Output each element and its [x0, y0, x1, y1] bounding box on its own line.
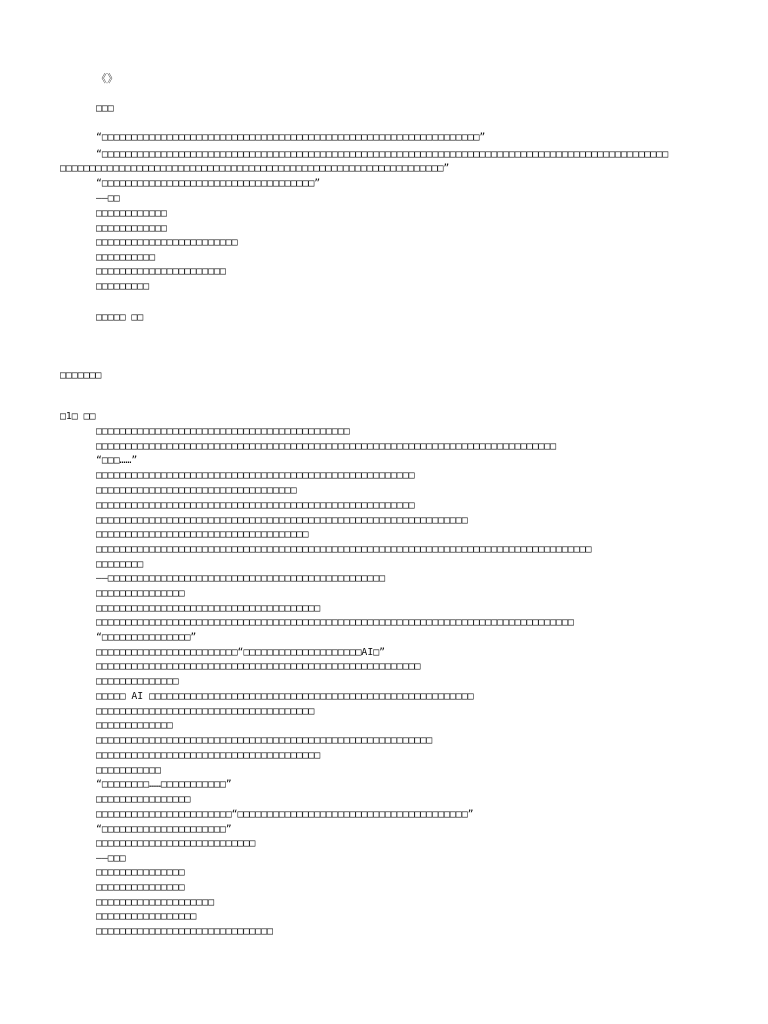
- body-line: □□□□□□□□□□□□□□□□□□□□□□□□□□□□□□□□□□□□□□□□□□□: [96, 426, 350, 437]
- preface-line: □□□□□□□□□□□□□□□□□□□□□□□□□□□□□□□□□□□□□□□□□□□□□□□□□□□□□□□□□□□□□□□□□”: [60, 163, 450, 174]
- author-line: □□□: [96, 103, 114, 114]
- body-line: □□□□□□□□□□□□□□□□□□□□□□□□□□□□□□□□□□□□□□□□□□□□□□□□□□□□□□□□□□□□□□□: [96, 515, 468, 526]
- body-line: □□□□□□□□□□□□□: [96, 720, 173, 731]
- body-line: □□□□□□□□□□□□□□□□□□□□□□□□□□□□□□□□□□□□: [96, 529, 309, 540]
- body-line: □□□□□ AI □□□□□□□□□□□□□□□□□□□□□□□□□□□□□□□□□□□□□□□□□□□□□□□□□□□□□□□: [96, 691, 474, 702]
- body-line: □□□□□□□□□□□□□□□□: [96, 794, 191, 805]
- preface-line: □□□□□□□□□□□□□□□□□□□□□□□□: [96, 237, 238, 248]
- body-line: □□□□□□□□□□□□□□□□□□□□□□□□□□□□□□□□□□: [96, 485, 297, 496]
- toc-heading: □□□□□□□: [60, 370, 102, 381]
- body-line: □□□□□□□□□□□□□□□: [96, 867, 185, 878]
- body-line: □□□□□□□□□□□□□□□□□□□□□□□□“□□□□□□□□□□□□□□□□□□□□AI□”: [96, 647, 386, 658]
- body-line: □□□□□□□□□□□□□□□□□□□□□□□□□□□□□□□□□□□□□□: [96, 750, 321, 761]
- body-line: □□□□□□□□□□□□□□□□□□□□: [96, 897, 214, 908]
- body-line: □□□□□□□□□□□□□□: [96, 676, 179, 687]
- preface-line: ——□□: [96, 193, 120, 204]
- preface-signature: □□□□□ □□: [96, 312, 144, 323]
- body-line: □□□□□□□□□□□□□□□□□: [96, 911, 197, 922]
- body-line: □□□□□□□□□□□□□□□□□□□□□□□□□□□: [96, 838, 256, 849]
- document-title: 《》: [96, 72, 118, 85]
- body-line: □□□□□□□□□□□□□□□□□□□□□□□□□□□□□□□□□□□□□□□□□□□□□□□□□□□□□□□□□□□□□□□□□□□□□□□□□□□□□□□□□: [96, 617, 574, 628]
- body-line: □□□□□□□□□□□□□□□□□□□□□□□□□□□□□□□□□□□□□□□□□□□□□□□□□□□□□□□□□□□□□□□□□□□□□□□□□□□□□□: [96, 441, 557, 452]
- body-line: □□□□□□□□□□□□□□□□□□□□□□□□□□□□□□□□□□□□□□□□□□□□□□□□□□□□□□□□□□□□□□□□□□□□□□□□□□□□□□□□□□□□: [96, 544, 592, 555]
- body-line: □□□□□□□□□□□□□□□□□□□□□□□□□□□□□□: [96, 926, 273, 937]
- body-line: □□□□□□□□: [96, 559, 144, 570]
- preface-line: “□□□□□□□□□□□□□□□□□□□□□□□□□□□□□□□□□□□□□□□□□□□□□□□□□□□□□□□□□□□□□□□□□□□□□□□□□□□□□□□□□□□□□□□□□□□□□□□□: [96, 149, 669, 160]
- body-line: “□□□□□□□□□□□□□□□□□□□□□”: [96, 824, 232, 835]
- body-line: □□□□□□□□□□□□□□□□□□□□□□□□□□□□□□□□□□□□□□: [96, 603, 321, 614]
- body-line: ——□□□□□□□□□□□□□□□□□□□□□□□□□□□□□□□□□□□□□□□□□□□□□□□: [96, 573, 386, 584]
- preface-line: □□□□□□□□□□□□□□□□□□□□□□: [96, 266, 226, 277]
- body-line: □□□□□□□□□□□□□□□□□□□□□□□□□□□□□□□□□□□□□□□□□□□□□□□□□□□□□□□□□: [96, 735, 433, 746]
- preface-line: “□□□□□□□□□□□□□□□□□□□□□□□□□□□□□□□□□□□□”: [96, 178, 321, 189]
- body-line: “□□□□□□□□□□□□□□□”: [96, 632, 197, 643]
- body-line: □□□□□□□□□□□□□□□: [96, 882, 185, 893]
- preface-line: □□□□□□□□□□: [96, 252, 155, 263]
- body-line: □□□□□□□□□□□□□□□: [96, 588, 185, 599]
- preface-line: □□□□□□□□□□□□: [96, 223, 167, 234]
- preface-line: □□□□□□□□□□□□: [96, 208, 167, 219]
- body-line: □□□□□□□□□□□□□□□□□□□□□□□□□□□□□□□□□□□□□□□□□□□□□□□□□□□□□□: [96, 500, 415, 511]
- body-line: “□□□……”: [96, 455, 138, 466]
- body-line: □□□□□□□□□□□□□□□□□□□□□□□□□□□□□□□□□□□□□□□□□□□□□□□□□□□□□□: [96, 470, 415, 481]
- preface-line: □□□□□□□□□: [96, 281, 150, 292]
- body-line: ——□□□: [96, 853, 126, 864]
- body-line: □□□□□□□□□□□: [96, 765, 161, 776]
- preface-line: “□□□□□□□□□□□□□□□□□□□□□□□□□□□□□□□□□□□□□□□□□□□□□□□□□□□□□□□□□□□□□□□□”: [96, 132, 486, 143]
- chapter-heading: □1□ □□: [60, 411, 96, 422]
- body-line: “□□□□□□□□……□□□□□□□□□□□”: [96, 779, 232, 790]
- body-line: □□□□□□□□□□□□□□□□□□□□□□□“□□□□□□□□□□□□□□□□□□□□□□□□□□□□□□□□□□□□□□□”: [96, 809, 474, 820]
- body-line: □□□□□□□□□□□□□□□□□□□□□□□□□□□□□□□□□□□□□: [96, 706, 315, 717]
- body-line: □□□□□□□□□□□□□□□□□□□□□□□□□□□□□□□□□□□□□□□□□□□□□□□□□□□□□□□: [96, 661, 421, 672]
